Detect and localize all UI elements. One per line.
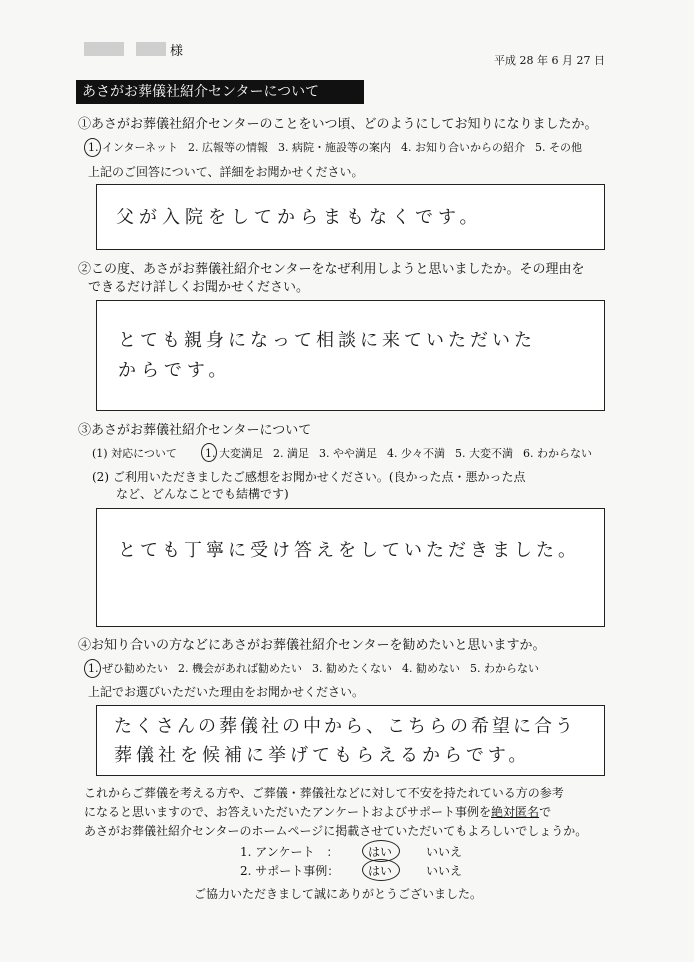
q1-option-2[interactable]: 2. 広報等の情報	[188, 141, 269, 154]
banner-title: あさがお葬儀社紹介センターについて	[76, 80, 364, 104]
q3-sub1-label: (1) 対応について	[92, 447, 177, 460]
q3-option-4[interactable]: 4. 少々不満	[387, 447, 445, 460]
q3-sub2-line1: (2) ご利用いただきましたご感想をお聞かせください。(良かった点・悪かった点	[92, 470, 526, 484]
redacted-name-part1	[84, 42, 124, 56]
q3-options	[205, 447, 602, 461]
q4-options	[88, 662, 549, 676]
q3-option-3[interactable]: 3. やや満足	[319, 447, 377, 460]
q4-option-1[interactable]: 1. ぜひ勧めたい	[88, 662, 168, 675]
consent-row2-yes-circle	[362, 859, 400, 881]
consent-line3: あさがお葬儀社紹介センターのホームページに掲載させていただいてもよろしいでしょうか。	[84, 824, 588, 838]
q3-option-5[interactable]: 5. 大変不満	[455, 447, 513, 460]
honorific-sama: 様	[170, 44, 184, 59]
consent-row1-label: 1. アンケート ：	[240, 845, 339, 859]
q4-detail-prompt: 上記でお選びいただいた理由をお聞かせください。	[88, 685, 365, 699]
q2-question-line1: ②この度、あさがお葬儀社紹介センターをなぜ利用しようと思いましたか。その理由を	[78, 262, 585, 277]
q1-detail-prompt: 上記のご回答について、詳細をお聞かせください。	[88, 165, 364, 179]
q3-option-6[interactable]: 6. わからない	[523, 447, 592, 460]
consent-line1: これからご葬儀を考える方や、ご葬儀・葬儀社などに対して不安を持たれている方の参考	[84, 786, 564, 800]
q1-options	[88, 141, 592, 155]
consent-row2-no[interactable]: いいえ	[426, 864, 463, 878]
redacted-name-part2	[136, 42, 166, 56]
q4-selection-circle	[84, 659, 101, 678]
q4-question: ④お知り合いの方などにあさがお葬儀社紹介センターを勧めたいと思いますか。	[78, 638, 546, 653]
consent-line2: になると思いますので、お答えいただいたアンケートおよびサポート事例を絶対匿名で	[84, 805, 552, 819]
q3-option-1[interactable]: 1. 大変満足	[205, 447, 263, 460]
q1-question: ①あさがお葬儀社紹介センターのことをいつ頃、どのようにしてお知りになりましたか。	[78, 117, 598, 132]
q3-answer-box[interactable]	[96, 508, 605, 627]
q4-option-5[interactable]: 5. わからない	[470, 662, 539, 675]
q3-title: ③あさがお葬儀社紹介センターについて	[78, 423, 312, 438]
q1-option-5[interactable]: 5. その他	[535, 141, 583, 154]
q1-answer-text: 父が入院をしてからまもなくです。	[116, 207, 483, 228]
q1-option-1[interactable]: 1. インターネット	[88, 141, 179, 154]
consent-anonymous-underlined: 絶対匿名	[491, 805, 540, 819]
q1-option-4[interactable]: 4. お知り合いからの紹介	[401, 141, 526, 154]
q4-answer-line2: 葬儀社を候補に挙げてもらえるからです。	[114, 745, 531, 766]
q2-answer-line2: からです。	[118, 360, 232, 381]
thanks-message: ご協力いただきまして誠にありがとうございました。	[194, 887, 483, 901]
q2-answer-line1: とても親身になって相談に来ていただいた	[118, 330, 536, 351]
q2-question-line2: できるだけ詳しくお聞かせください。	[88, 280, 310, 295]
consent-row1-no[interactable]: いいえ	[426, 845, 463, 859]
q4-option-2[interactable]: 2. 機会があれば勧めたい	[178, 662, 302, 675]
q3-sub2-line2: など、どんなことでも結構です)	[116, 487, 289, 501]
consent-row1-yes[interactable]: はい	[368, 845, 393, 859]
form-date: 平成 28 年 6 月 27 日	[494, 54, 605, 67]
q3-option-2[interactable]: 2. 満足	[273, 447, 309, 460]
q1-selection-circle	[84, 138, 101, 157]
q4-answer-line1: たくさんの葬儀社の中から、こちらの希望に合う	[114, 716, 576, 737]
consent-row2-label: 2. サポート事例：	[240, 864, 340, 878]
q4-option-3[interactable]: 3. 勧めたくない	[312, 662, 392, 675]
consent-row2-yes[interactable]: はい	[368, 864, 393, 878]
q3-answer-text: とても丁寧に受け答えをしていただきました。	[118, 540, 580, 561]
q1-option-3[interactable]: 3. 病院・施設等の案内	[278, 141, 392, 154]
q4-option-4[interactable]: 4. 勧めない	[402, 662, 460, 675]
q3-selection-circle	[201, 443, 217, 462]
